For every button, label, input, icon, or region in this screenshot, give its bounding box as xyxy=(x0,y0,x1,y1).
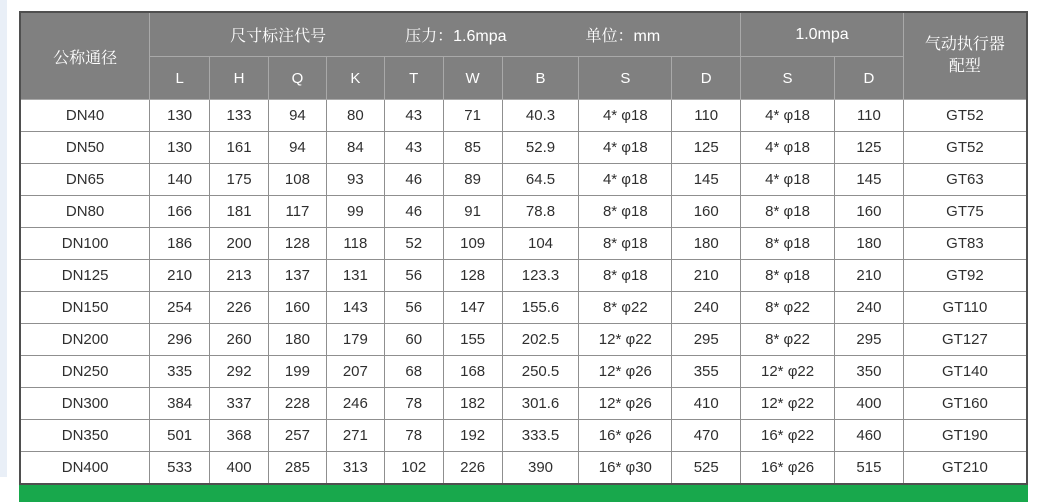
value-cell: 180 xyxy=(672,228,741,260)
value-cell: GT75 xyxy=(903,196,1027,228)
header-group-10mpa: 1.0mpa xyxy=(741,12,904,57)
value-cell: 155.6 xyxy=(502,292,579,324)
col-header-K: K xyxy=(326,57,384,100)
value-cell: 246 xyxy=(326,388,384,420)
value-cell: 8* φ18 xyxy=(741,260,835,292)
col-header-D-10mpa: D xyxy=(834,57,903,100)
value-cell: GT63 xyxy=(903,164,1027,196)
value-cell: 295 xyxy=(834,324,903,356)
value-cell: 8* φ18 xyxy=(579,260,672,292)
value-cell: 210 xyxy=(834,260,903,292)
col-header-W: W xyxy=(443,57,502,100)
value-cell: 94 xyxy=(269,132,327,164)
value-cell: 130 xyxy=(150,100,210,132)
value-cell: 181 xyxy=(210,196,269,228)
value-cell: 160 xyxy=(672,196,741,228)
value-cell: 16* φ22 xyxy=(741,420,835,452)
valve-spec-table xyxy=(19,11,1028,485)
value-cell: 130 xyxy=(150,132,210,164)
green-accent-bar xyxy=(19,485,1028,502)
dn-cell: DN150 xyxy=(20,292,150,324)
value-cell: 313 xyxy=(326,452,384,485)
table-row xyxy=(20,420,1027,452)
value-cell: 301.6 xyxy=(502,388,579,420)
value-cell: 213 xyxy=(210,260,269,292)
col-header-S-10mpa: S xyxy=(741,57,835,100)
header-nominal-diameter: 公称通径 xyxy=(20,12,150,100)
col-header-H: H xyxy=(210,57,269,100)
table-row xyxy=(20,260,1027,292)
header-group-16mpa-labels xyxy=(151,23,739,46)
value-cell: GT210 xyxy=(903,452,1027,485)
value-cell: 60 xyxy=(384,324,443,356)
value-cell: 4* φ18 xyxy=(579,132,672,164)
value-cell: 390 xyxy=(502,452,579,485)
table-body xyxy=(20,100,1027,485)
value-cell: 285 xyxy=(269,452,327,485)
dn-cell: DN65 xyxy=(20,164,150,196)
table-row xyxy=(20,132,1027,164)
value-cell: 515 xyxy=(834,452,903,485)
value-cell: 85 xyxy=(443,132,502,164)
value-cell: 168 xyxy=(443,356,502,388)
value-cell: 78 xyxy=(384,388,443,420)
value-cell: 12* φ26 xyxy=(579,356,672,388)
value-cell: 250.5 xyxy=(502,356,579,388)
value-cell: 410 xyxy=(672,388,741,420)
value-cell: 228 xyxy=(269,388,327,420)
value-cell: GT83 xyxy=(903,228,1027,260)
value-cell: 128 xyxy=(269,228,327,260)
value-cell: 337 xyxy=(210,388,269,420)
table-row xyxy=(20,452,1027,485)
table-row xyxy=(20,100,1027,132)
value-cell: 16* φ26 xyxy=(579,420,672,452)
table-row xyxy=(20,356,1027,388)
value-cell: 470 xyxy=(672,420,741,452)
valve-spec-table-wrap xyxy=(19,11,1028,502)
value-cell: 400 xyxy=(834,388,903,420)
table-row xyxy=(20,196,1027,228)
value-cell: 52.9 xyxy=(502,132,579,164)
value-cell: 8* φ18 xyxy=(741,196,835,228)
value-cell: 180 xyxy=(834,228,903,260)
value-cell: GT127 xyxy=(903,324,1027,356)
value-cell: GT140 xyxy=(903,356,1027,388)
value-cell: 64.5 xyxy=(502,164,579,196)
value-cell: 102 xyxy=(384,452,443,485)
dim-code-label: 尺寸标注代号 xyxy=(230,28,327,45)
value-cell: 12* φ22 xyxy=(579,324,672,356)
value-cell: 128 xyxy=(443,260,502,292)
value-cell: 8* φ22 xyxy=(579,292,672,324)
value-cell: 93 xyxy=(326,164,384,196)
value-cell: 110 xyxy=(834,100,903,132)
table-row xyxy=(20,228,1027,260)
value-cell: 179 xyxy=(326,324,384,356)
dn-cell: DN80 xyxy=(20,196,150,228)
col-header-Q: Q xyxy=(269,57,327,100)
value-cell: 161 xyxy=(210,132,269,164)
value-cell: 226 xyxy=(443,452,502,485)
value-cell: 202.5 xyxy=(502,324,579,356)
value-cell: 125 xyxy=(672,132,741,164)
header-actuator xyxy=(903,12,1027,100)
value-cell: 4* φ18 xyxy=(579,100,672,132)
value-cell: 226 xyxy=(210,292,269,324)
value-cell: 16* φ30 xyxy=(579,452,672,485)
value-cell: 140 xyxy=(150,164,210,196)
value-cell: 186 xyxy=(150,228,210,260)
value-cell: 210 xyxy=(672,260,741,292)
value-cell: GT92 xyxy=(903,260,1027,292)
value-cell: 257 xyxy=(269,420,327,452)
value-cell: 68 xyxy=(384,356,443,388)
dn-cell: DN350 xyxy=(20,420,150,452)
table-row xyxy=(20,324,1027,356)
value-cell: 4* φ18 xyxy=(741,164,835,196)
value-cell: 99 xyxy=(326,196,384,228)
unit-label: 单位：mm xyxy=(585,28,661,45)
actuator-label-line1: 气动执行器 xyxy=(924,36,1005,54)
value-cell: 56 xyxy=(384,292,443,324)
value-cell: 160 xyxy=(269,292,327,324)
value-cell: 80 xyxy=(326,100,384,132)
value-cell: GT160 xyxy=(903,388,1027,420)
value-cell: 145 xyxy=(834,164,903,196)
value-cell: 210 xyxy=(150,260,210,292)
value-cell: GT110 xyxy=(903,292,1027,324)
header-row-groups xyxy=(20,12,1027,57)
value-cell: 109 xyxy=(443,228,502,260)
actuator-label-line2: 配型 xyxy=(948,58,981,75)
value-cell: 460 xyxy=(834,420,903,452)
value-cell: 296 xyxy=(150,324,210,356)
value-cell: 160 xyxy=(834,196,903,228)
value-cell: 533 xyxy=(150,452,210,485)
value-cell: 125 xyxy=(834,132,903,164)
value-cell: 8* φ22 xyxy=(741,292,835,324)
value-cell: 94 xyxy=(269,100,327,132)
value-cell: 271 xyxy=(326,420,384,452)
value-cell: 166 xyxy=(150,196,210,228)
value-cell: 335 xyxy=(150,356,210,388)
value-cell: 40.3 xyxy=(502,100,579,132)
value-cell: 182 xyxy=(443,388,502,420)
value-cell: 8* φ18 xyxy=(579,196,672,228)
value-cell: 137 xyxy=(269,260,327,292)
page-left-margin-strip xyxy=(0,0,7,477)
value-cell: 240 xyxy=(834,292,903,324)
col-header-D-16mpa: D xyxy=(672,57,741,100)
value-cell: GT52 xyxy=(903,132,1027,164)
value-cell: 199 xyxy=(269,356,327,388)
value-cell: 143 xyxy=(326,292,384,324)
table-row xyxy=(20,388,1027,420)
value-cell: GT190 xyxy=(903,420,1027,452)
value-cell: 175 xyxy=(210,164,269,196)
dn-cell: DN50 xyxy=(20,132,150,164)
dn-cell: DN200 xyxy=(20,324,150,356)
value-cell: 145 xyxy=(672,164,741,196)
value-cell: 78 xyxy=(384,420,443,452)
col-header-T: T xyxy=(384,57,443,100)
dn-cell: DN40 xyxy=(20,100,150,132)
value-cell: 52 xyxy=(384,228,443,260)
value-cell: 200 xyxy=(210,228,269,260)
value-cell: 78.8 xyxy=(502,196,579,228)
value-cell: 46 xyxy=(384,164,443,196)
value-cell: 350 xyxy=(834,356,903,388)
value-cell: 12* φ22 xyxy=(741,388,835,420)
value-cell: 56 xyxy=(384,260,443,292)
value-cell: 240 xyxy=(672,292,741,324)
value-cell: 8* φ22 xyxy=(741,324,835,356)
value-cell: 254 xyxy=(150,292,210,324)
value-cell: 108 xyxy=(269,164,327,196)
value-cell: 89 xyxy=(443,164,502,196)
col-header-L: L xyxy=(150,57,210,100)
value-cell: 155 xyxy=(443,324,502,356)
value-cell: 12* φ26 xyxy=(579,388,672,420)
value-cell: 4* φ18 xyxy=(741,132,835,164)
dn-cell: DN100 xyxy=(20,228,150,260)
value-cell: 43 xyxy=(384,132,443,164)
value-cell: 4* φ18 xyxy=(579,164,672,196)
value-cell: 118 xyxy=(326,228,384,260)
value-cell: 147 xyxy=(443,292,502,324)
col-header-S-16mpa: S xyxy=(579,57,672,100)
dn-cell: DN125 xyxy=(20,260,150,292)
value-cell: 43 xyxy=(384,100,443,132)
value-cell: 4* φ18 xyxy=(741,100,835,132)
dn-cell: DN400 xyxy=(20,452,150,485)
value-cell: 192 xyxy=(443,420,502,452)
header-row-columns xyxy=(20,57,1027,100)
value-cell: 8* φ18 xyxy=(741,228,835,260)
value-cell: 180 xyxy=(269,324,327,356)
value-cell: 84 xyxy=(326,132,384,164)
value-cell: 400 xyxy=(210,452,269,485)
value-cell: 207 xyxy=(326,356,384,388)
value-cell: 295 xyxy=(672,324,741,356)
value-cell: 501 xyxy=(150,420,210,452)
value-cell: 133 xyxy=(210,100,269,132)
dn-cell: DN300 xyxy=(20,388,150,420)
col-header-B: B xyxy=(502,57,579,100)
value-cell: 12* φ22 xyxy=(741,356,835,388)
value-cell: 104 xyxy=(502,228,579,260)
dn-cell: DN250 xyxy=(20,356,150,388)
value-cell: 355 xyxy=(672,356,741,388)
value-cell: 384 xyxy=(150,388,210,420)
value-cell: 123.3 xyxy=(502,260,579,292)
value-cell: 110 xyxy=(672,100,741,132)
value-cell: 71 xyxy=(443,100,502,132)
value-cell: 333.5 xyxy=(502,420,579,452)
header-group-16mpa xyxy=(150,12,741,57)
table-row xyxy=(20,292,1027,324)
value-cell: GT52 xyxy=(903,100,1027,132)
value-cell: 117 xyxy=(269,196,327,228)
value-cell: 46 xyxy=(384,196,443,228)
value-cell: 8* φ18 xyxy=(579,228,672,260)
table-row xyxy=(20,164,1027,196)
value-cell: 91 xyxy=(443,196,502,228)
value-cell: 368 xyxy=(210,420,269,452)
value-cell: 525 xyxy=(672,452,741,485)
value-cell: 16* φ26 xyxy=(741,452,835,485)
value-cell: 131 xyxy=(326,260,384,292)
pressure-16-label: 压力：1.6mpa xyxy=(405,28,507,45)
value-cell: 260 xyxy=(210,324,269,356)
value-cell: 292 xyxy=(210,356,269,388)
